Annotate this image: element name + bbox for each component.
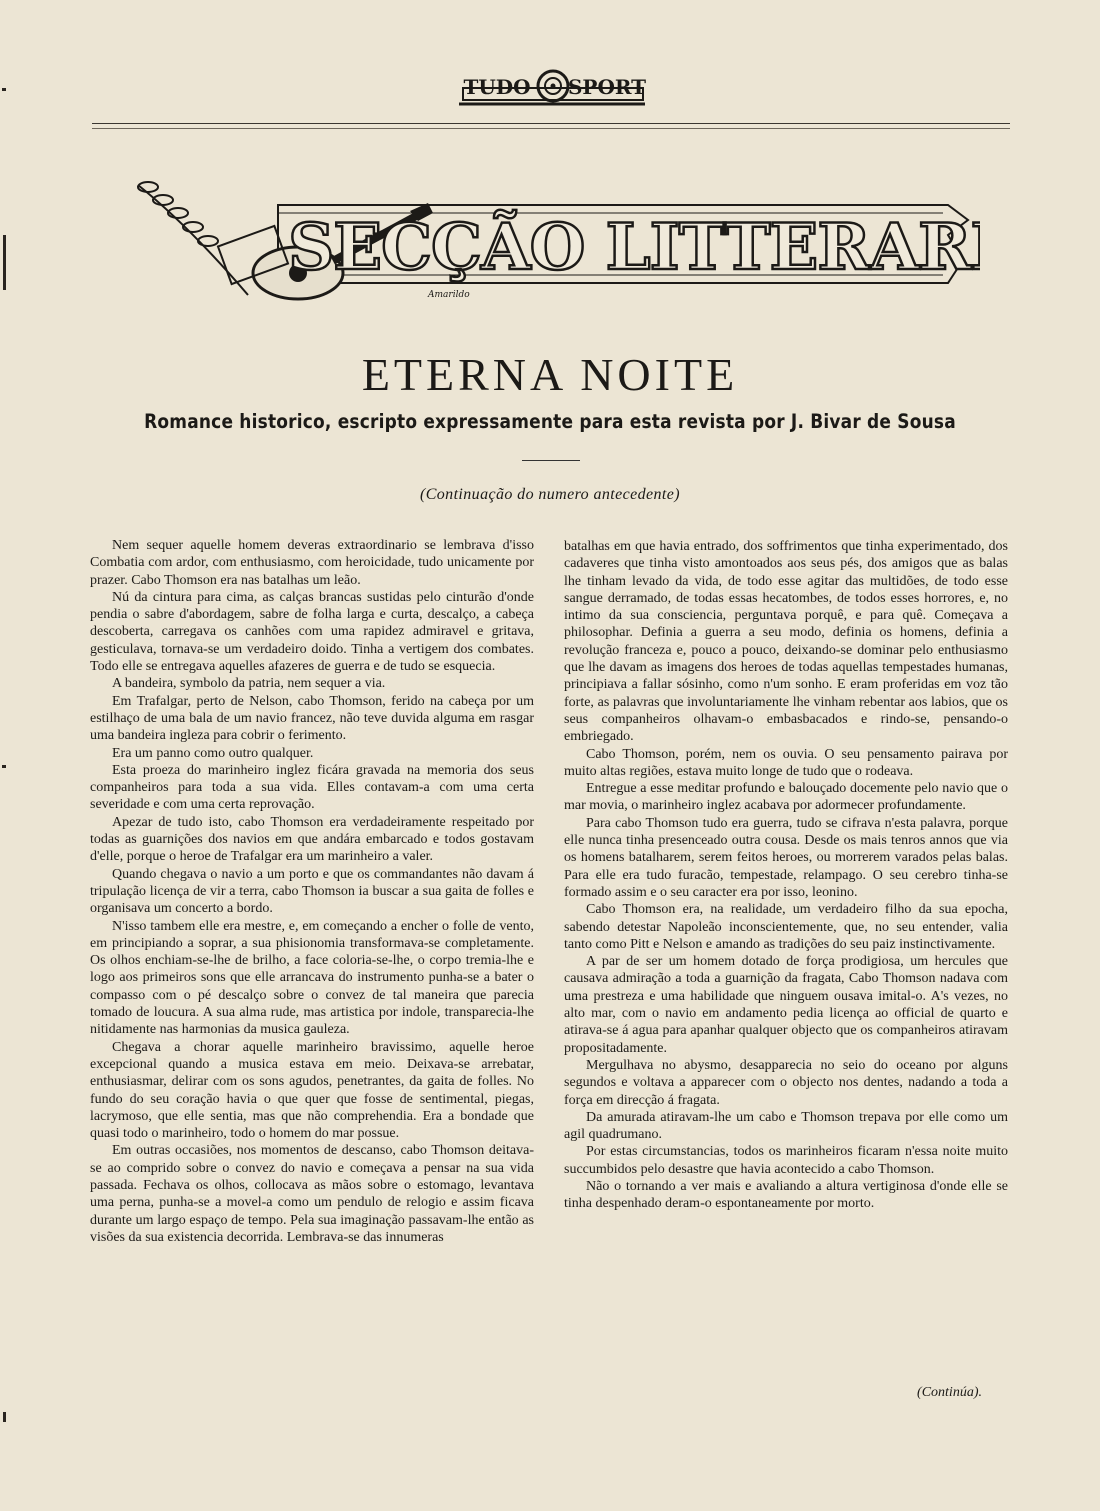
paragraph: Mergulhava no abysmo, desapparecia no seio do oceano por alguns segundos e voltava a apparecer com o objecto nos dentes, nadando a toda a força em direcção á fragata. [564, 1057, 1008, 1108]
article-column-right [564, 538, 1008, 1213]
paragraph: Cabo Thomson era, na realidade, um verdadeiro filho da sua epocha, sabendo detestar Napoleão inconscientemente, que, no seu entender, valia tanto como Pitt e Nelson e amando as tradições do seu paiz instinctivamente. [564, 902, 1008, 952]
paragraph: Cabo Thomson, porém, nem os ouvia. O seu pensamento pairava por muito altas regiões, estava muito longe de tudo que o rodeava. [564, 746, 1008, 779]
masthead-logo-text-right: SPORT [567, 75, 647, 99]
paragraph: Nú da cintura para cima, as calças brancas sustidas pelo cinturão d'onde pendia o sabre d'abordagem, sabre de folha larga e curta, descalço, a cabeça descoberta, carregava os canhões com uma rapidez admiravel e gritava, gesticulava, tornava-se um verdadeiro doido. Tinha a vertigem dos combates. Todo elle se entregava aquelles afazeres de guerra e de tudo se esquecia. [90, 589, 534, 675]
paragraph: N'isso tambem elle era mestre, e, em começando a encher o folle de vento, em principiando a soprar, a sua phisionomia transformava-se completamente. Os olhos enchiam-se-lhe de brilho, a face coloria-se-lhe, o corpo tremia-lhe e logo aos primeiros sons que elle arrancava do instrumento punha-se a bater o compasso com o pé descalço sobre o convez de tal maneira que parecia tomado de loucura. A sua alma rude, mas artistica por indole, transparecia-lhe nitidamente nas harmonias da musica gauleza. [90, 918, 534, 1038]
masthead-logo [455, 62, 650, 112]
article-column-left [90, 537, 534, 1246]
masthead-logo-art [455, 62, 650, 112]
paragraph: batalhas em que havia entrado, dos soffrimentos que tinha experimentado, dos cadaveres que tinha visto amontoados aos seus pés, dos amigos que as balas lhe tinham levado da vida, de todo esse agitar das multidões, de todo esse sangue derramado, de todas essas hecatombes, de todos esses horrores, e, no intimo da sua consciencia, perguntava porquê, e para quê. Começava a philosophar. Definia a guerra a seu modo, definia os homens, definia a revolução franceza e, pouco a pouco, deixando-se dominar pelo enthusiasmo que lhe davam as imagens dos heroes de todas aquellas tempestades humanas, principiava a fallar sósinho, como n'um sonho. E eram proferidas em voz tão forte, as palavras que involuntariamente lhe vinham rebentar aos labios, que os seus companheiros olhavam-o embasbacados e rindo-se, pensando-o embriegado. [564, 539, 1008, 745]
paragraph: A par de ser um homem dotado de força prodigiosa, um hercules que causava admiração a toda a guarnição da fragata, Cabo Thomson nadava com uma prestreza e uma habilidade que ninguem ousava imital-o. A's vezes, no alto mar, com o navio em andamento pedia licença ao official de quarto e atirava-se á agua para apanhar qualquer objecto que os companheiros atiravam propositadamente. [564, 954, 1008, 1056]
paragraph: Por estas circumstancias, todos os marinheiros ficaram n'essa noite muito succumbidos pelo desastre que havia acontecido a cabo Thomson. [564, 1144, 1008, 1177]
paragraph: Para cabo Thomson tudo era guerra, tudo se cifrava n'esta palavra, porque elle nunca tinha presenceado outra cousa. Desde os mais tenros annos que via os homens batalharem, serem feitos heroes, ou morrerem varados pelas balas. Para elle era tudo furacão, tempestade, relampago. O seu cerebro tinha-se formado assim e o seu caracter era por isso, leonino. [564, 815, 1008, 900]
article-subtitle: Romance historico, escripto expressamente para esta revista por J. Bivar de Sousa [144, 410, 956, 434]
paragraph: Chegava a chorar aquelle marinheiro bravissimo, aquelle heroe excepcional quando a musica estava em meio. Deixava-se arrebatar, enthusiasmar, delirar com os sons agudos, penetrantes, da gaita de folles. No fundo do seu coração havia o que quer que fosse de sentimental, piegas, lacrymoso, que elle sentia, mas que não comprehendia. Era a bondade que quasi todo o marinheiro, todo o homem do mar possue. [90, 1039, 534, 1142]
paragraph: Em Trafalgar, perto de Nelson, cabo Thomson, ferido na cabeça por um estilhaço de uma bala de um navio francez, não teve duvida alguma em rasgar uma bandeira ingleza para cobrir o ferimento. [90, 693, 534, 744]
scan-mark [2, 88, 6, 91]
scan-mark [3, 1412, 6, 1422]
section-banner-art [128, 165, 980, 315]
paragraph: Não o tornando a ver mais e avaliando a altura vertiginosa d'onde elle se tinha despenhado deram-o espontaneamente por morto. [564, 1178, 1008, 1212]
continua-note: (Continúa). [917, 1385, 982, 1400]
paragraph: Quando chegava o navio a um porto e que os commandantes não davam á tripulação licença de vir a terra, cabo Thomson ia buscar a sua gaita de folles e organisava um concerto a bordo. [90, 866, 534, 917]
scan-mark [2, 765, 6, 768]
title-divider [522, 460, 580, 461]
paragraph: Da amurada atiravam-lhe um cabo e Thomson trepava por elle como um agil quadrumano. [564, 1109, 1008, 1143]
paragraph: Nem sequer aquelle homem deveras extraordinario se lembrava d'isso Combatia com ardor, com enthusiasmo, com heroicidade, tudo unicamente por prazer. Cabo Thomson era nas batalhas um leão. [90, 538, 534, 588]
paragraph: Em outras occasiões, nos momentos de descanso, cabo Thomson deitava-se ao comprido sobre o convez do navio e começava a pensar na sua vida passada. Fechava os olhos, collocava as mãos sobre o estomago, levantava uma perna, punha-se a movel-a como um pendulo de relogio e assim ficava durante um largo espaço de tempo. Pela sua imaginação passavam-lhe então as visões da sua existencia decorrida. Lembrava-se das innumeras [90, 1143, 534, 1245]
paragraph: Era um panno como outro qualquer. [112, 745, 314, 761]
top-rule-secondary [92, 128, 1010, 129]
section-heading: SECÇÃO LITTERARIA [288, 210, 980, 285]
scan-mark [3, 235, 6, 290]
continuation-note: (Continuação do numero antecedente) [419, 486, 680, 503]
section-banner [128, 165, 980, 315]
article-title: ETERNA NOITE [361, 349, 739, 400]
paragraph: Esta proeza do marinheiro inglez ficára gravada na memoria dos seus companheiros para toda a sua vida. Elles contavam-a com uma certa severidade e com uma certa reprovação. [90, 762, 534, 813]
laurel-icon [138, 182, 248, 295]
masthead-logo-text-left: TUDO [463, 75, 531, 99]
artist-signature: Amarildo [428, 290, 470, 300]
paragraph: Apezar de tudo isto, cabo Thomson era verdadeiramente respeitado por todas as guarnições dos navios em que andára embarcado e todos gostavam d'elle, porque o heroe de Trafalgar era um marinheiro a valer. [90, 814, 534, 865]
paragraph: Entregue a esse meditar profundo e balouçado docemente pelo navio que o mar movia, o marinheiro inglez acabava por adormecer profundamente. [564, 781, 1008, 814]
paragraph: A bandeira, symbolo da patria, nem sequer a via. [112, 676, 386, 692]
top-rule [92, 123, 1010, 124]
